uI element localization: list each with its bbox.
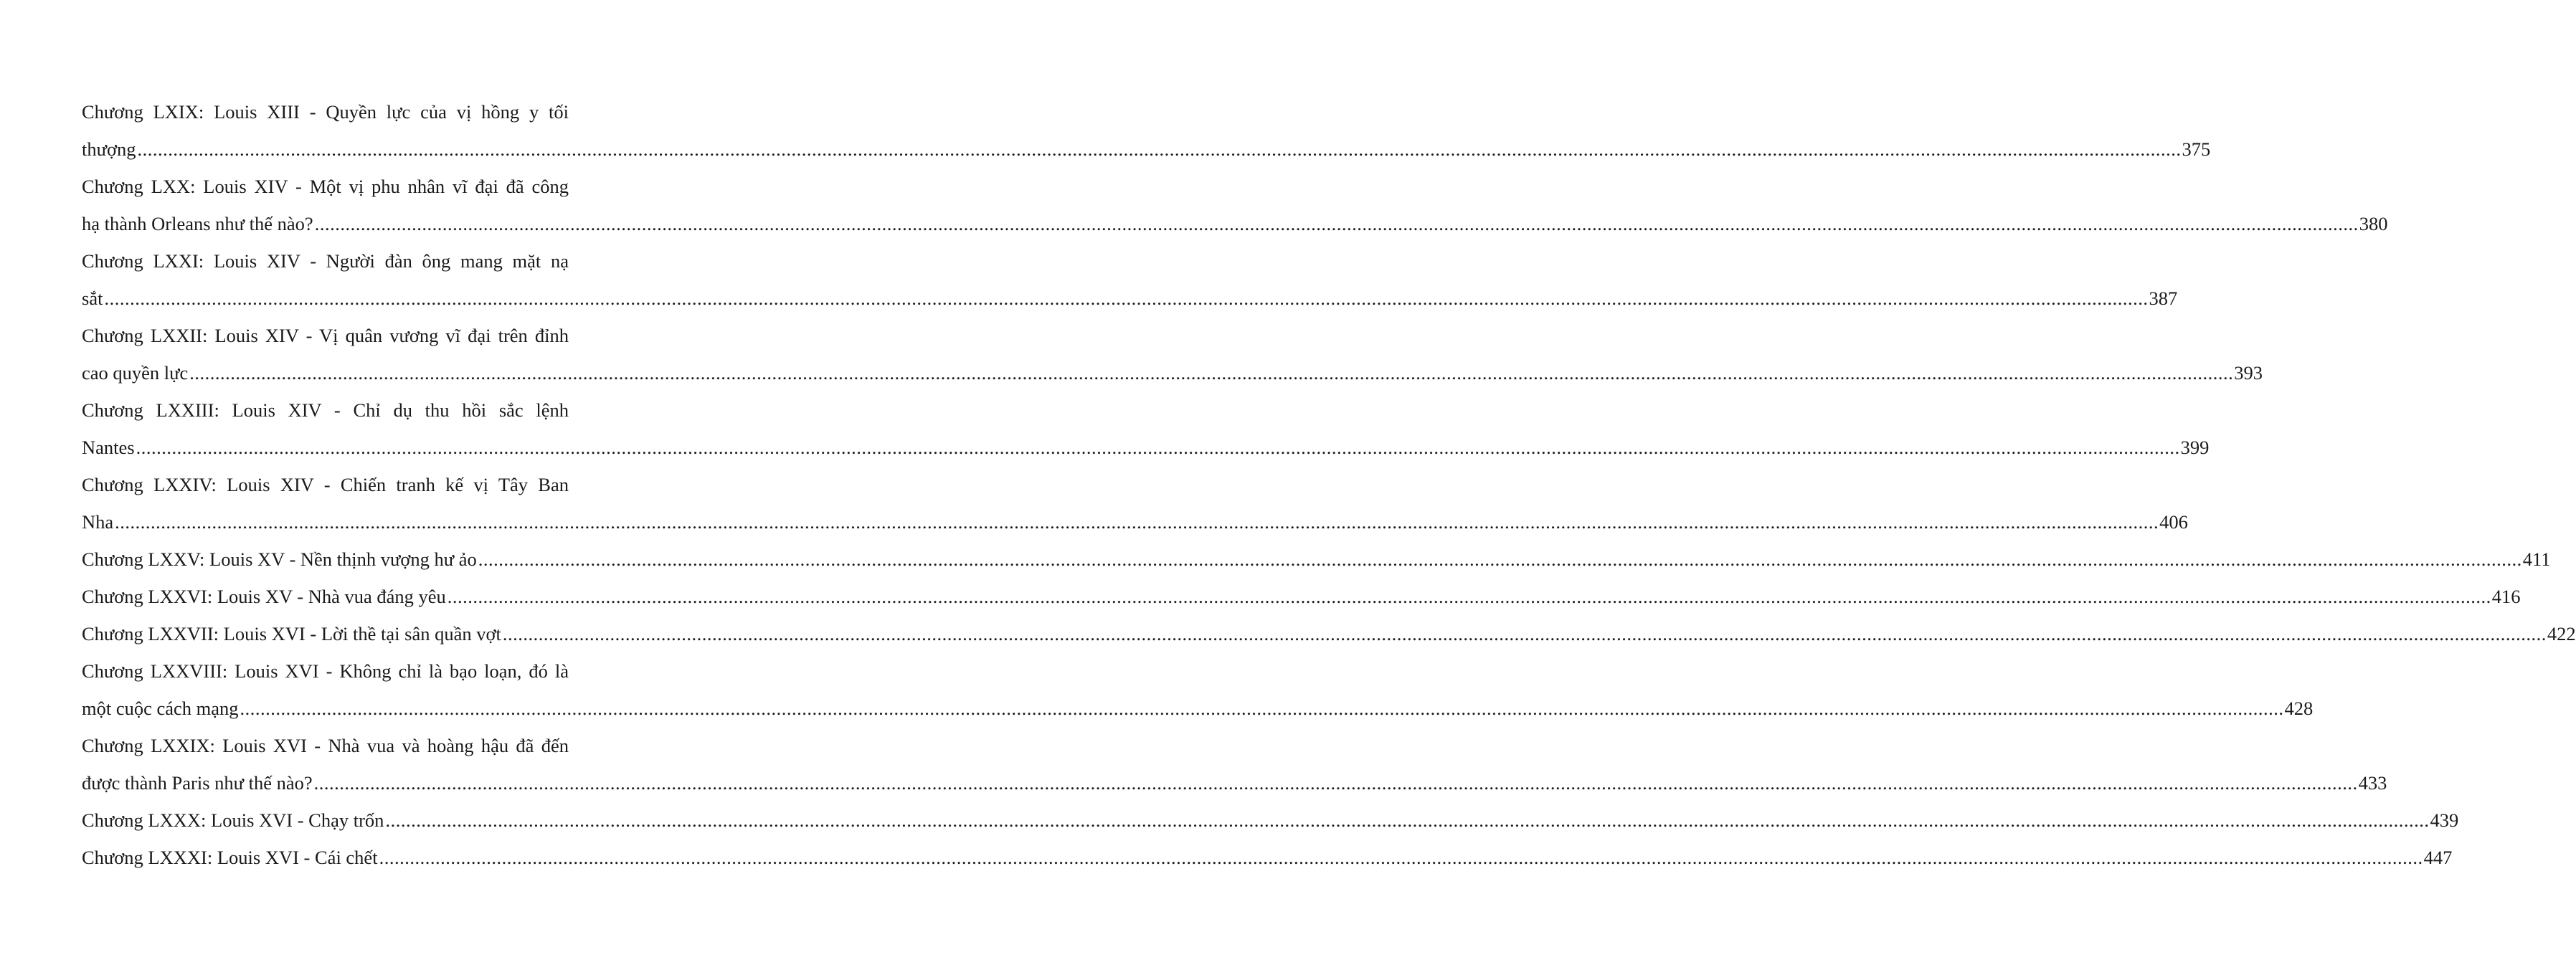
toc-page-number: 428 — [2284, 698, 2314, 719]
dot-leader: ................................................................................................................................................................................................................................................................................................................................................................................................................ — [313, 772, 2358, 794]
toc-text: Chương LXXII: Louis XIV - Vị quân vương vĩ đại trên đỉnh — [82, 325, 569, 346]
dot-leader: ................................................................................................................................................................................................................................................................................................................................................................................................................ — [240, 698, 2284, 719]
toc-text: Chương LXX: Louis XIV - Một vị phu nhân vĩ đại đã công — [82, 176, 569, 197]
toc-line — [82, 466, 569, 503]
toc-text: Chương LXXX: Louis XVI - Chạy trốn — [82, 809, 384, 831]
toc-line — [82, 839, 2453, 876]
toc-page-number: 411 — [2522, 548, 2551, 570]
table-of-contents — [82, 93, 2576, 876]
toc-page-number: 387 — [2149, 287, 2178, 309]
dot-leader: ................................................................................................................................................................................................................................................................................................................................................................................................................ — [115, 511, 2159, 533]
toc-page-number: 439 — [2430, 809, 2459, 831]
toc-page-number: 422 — [2547, 623, 2576, 645]
toc-text: Chương LXXV: Louis XV - Nền thịnh vượng hư ảo — [82, 548, 477, 570]
dot-leader: ................................................................................................................................................................................................................................................................................................................................................................................................................ — [104, 287, 2149, 309]
toc-line — [82, 578, 2521, 615]
dot-leader: ................................................................................................................................................................................................................................................................................................................................................................................................................ — [502, 623, 2547, 645]
toc-text: Chương LXXVI: Louis XV - Nhà vua đáng yêu — [82, 586, 446, 607]
toc-text: sắt — [82, 287, 103, 309]
toc-line — [82, 354, 2263, 391]
toc-line — [82, 764, 2387, 802]
toc-text: Chương LXXIX: Louis XVI - Nhà vua và hoàng hậu đã đến — [82, 735, 569, 756]
toc-page-number: 393 — [2234, 362, 2263, 384]
dot-leader: ................................................................................................................................................................................................................................................................................................................................................................................................................ — [136, 437, 2180, 458]
toc-line — [82, 93, 569, 130]
toc-line — [82, 429, 2210, 466]
dot-leader: ................................................................................................................................................................................................................................................................................................................................................................................................................ — [314, 213, 2359, 234]
toc-page-number: 375 — [2182, 138, 2211, 160]
toc-line — [82, 205, 2388, 242]
toc-page-number: 433 — [2358, 772, 2387, 794]
toc-text: Chương LXXI: Louis XIV - Người đàn ông mang mặt nạ — [82, 250, 569, 272]
toc-text: Chương LXXVIII: Louis XVI - Không chỉ là bạo loạn, đó là — [82, 660, 569, 682]
toc-line — [82, 280, 2178, 317]
toc-text: Nantes — [82, 437, 135, 458]
toc-line — [82, 391, 569, 429]
toc-line — [82, 503, 2188, 541]
toc-line — [82, 130, 2211, 168]
toc-text: được thành Paris như thế nào? — [82, 772, 313, 794]
toc-page-number: 447 — [2423, 847, 2453, 868]
toc-line — [82, 168, 569, 205]
dot-leader: ................................................................................................................................................................................................................................................................................................................................................................................................................ — [447, 586, 2491, 607]
toc-text: Chương LXXVII: Louis XVI - Lời thề tại sân quần vợt — [82, 623, 501, 645]
toc-text: Chương LXXIII: Louis XIV - Chỉ dụ thu hồi sắc lệnh — [82, 399, 569, 421]
toc-text: Nha — [82, 511, 114, 533]
toc-line — [82, 652, 569, 690]
toc-text: Chương LXXXI: Louis XVI - Cái chết — [82, 847, 378, 868]
dot-leader: ................................................................................................................................................................................................................................................................................................................................................................................................................ — [137, 138, 2182, 160]
toc-text: Chương LXIX: Louis XIII - Quyền lực của vị hồng y tối — [82, 101, 569, 123]
toc-page-number: 380 — [2359, 213, 2388, 234]
toc-text: một cuộc cách mạng — [82, 698, 239, 719]
toc-line — [82, 541, 2551, 578]
toc-line — [82, 242, 569, 280]
toc-text: thượng — [82, 138, 136, 160]
toc-page-number: 406 — [2159, 511, 2188, 533]
toc-page-number: 399 — [2180, 437, 2210, 458]
toc-line — [82, 317, 569, 354]
toc-line — [82, 802, 2459, 839]
toc-text: cao quyền lực — [82, 362, 189, 384]
toc-line — [82, 690, 2314, 727]
dot-leader: ................................................................................................................................................................................................................................................................................................................................................................................................................ — [385, 809, 2430, 831]
toc-line — [82, 615, 2576, 652]
toc-text: hạ thành Orleans như thế nào? — [82, 213, 313, 234]
dot-leader: ................................................................................................................................................................................................................................................................................................................................................................................................................ — [379, 847, 2423, 868]
toc-line — [82, 727, 569, 764]
dot-leader: ................................................................................................................................................................................................................................................................................................................................................................................................................ — [189, 362, 2234, 384]
toc-text: Chương LXXIV: Louis XIV - Chiến tranh kế vị Tây Ban — [82, 474, 569, 495]
dot-leader: ................................................................................................................................................................................................................................................................................................................................................................................................................ — [478, 548, 2522, 570]
toc-page-number: 416 — [2491, 586, 2521, 607]
